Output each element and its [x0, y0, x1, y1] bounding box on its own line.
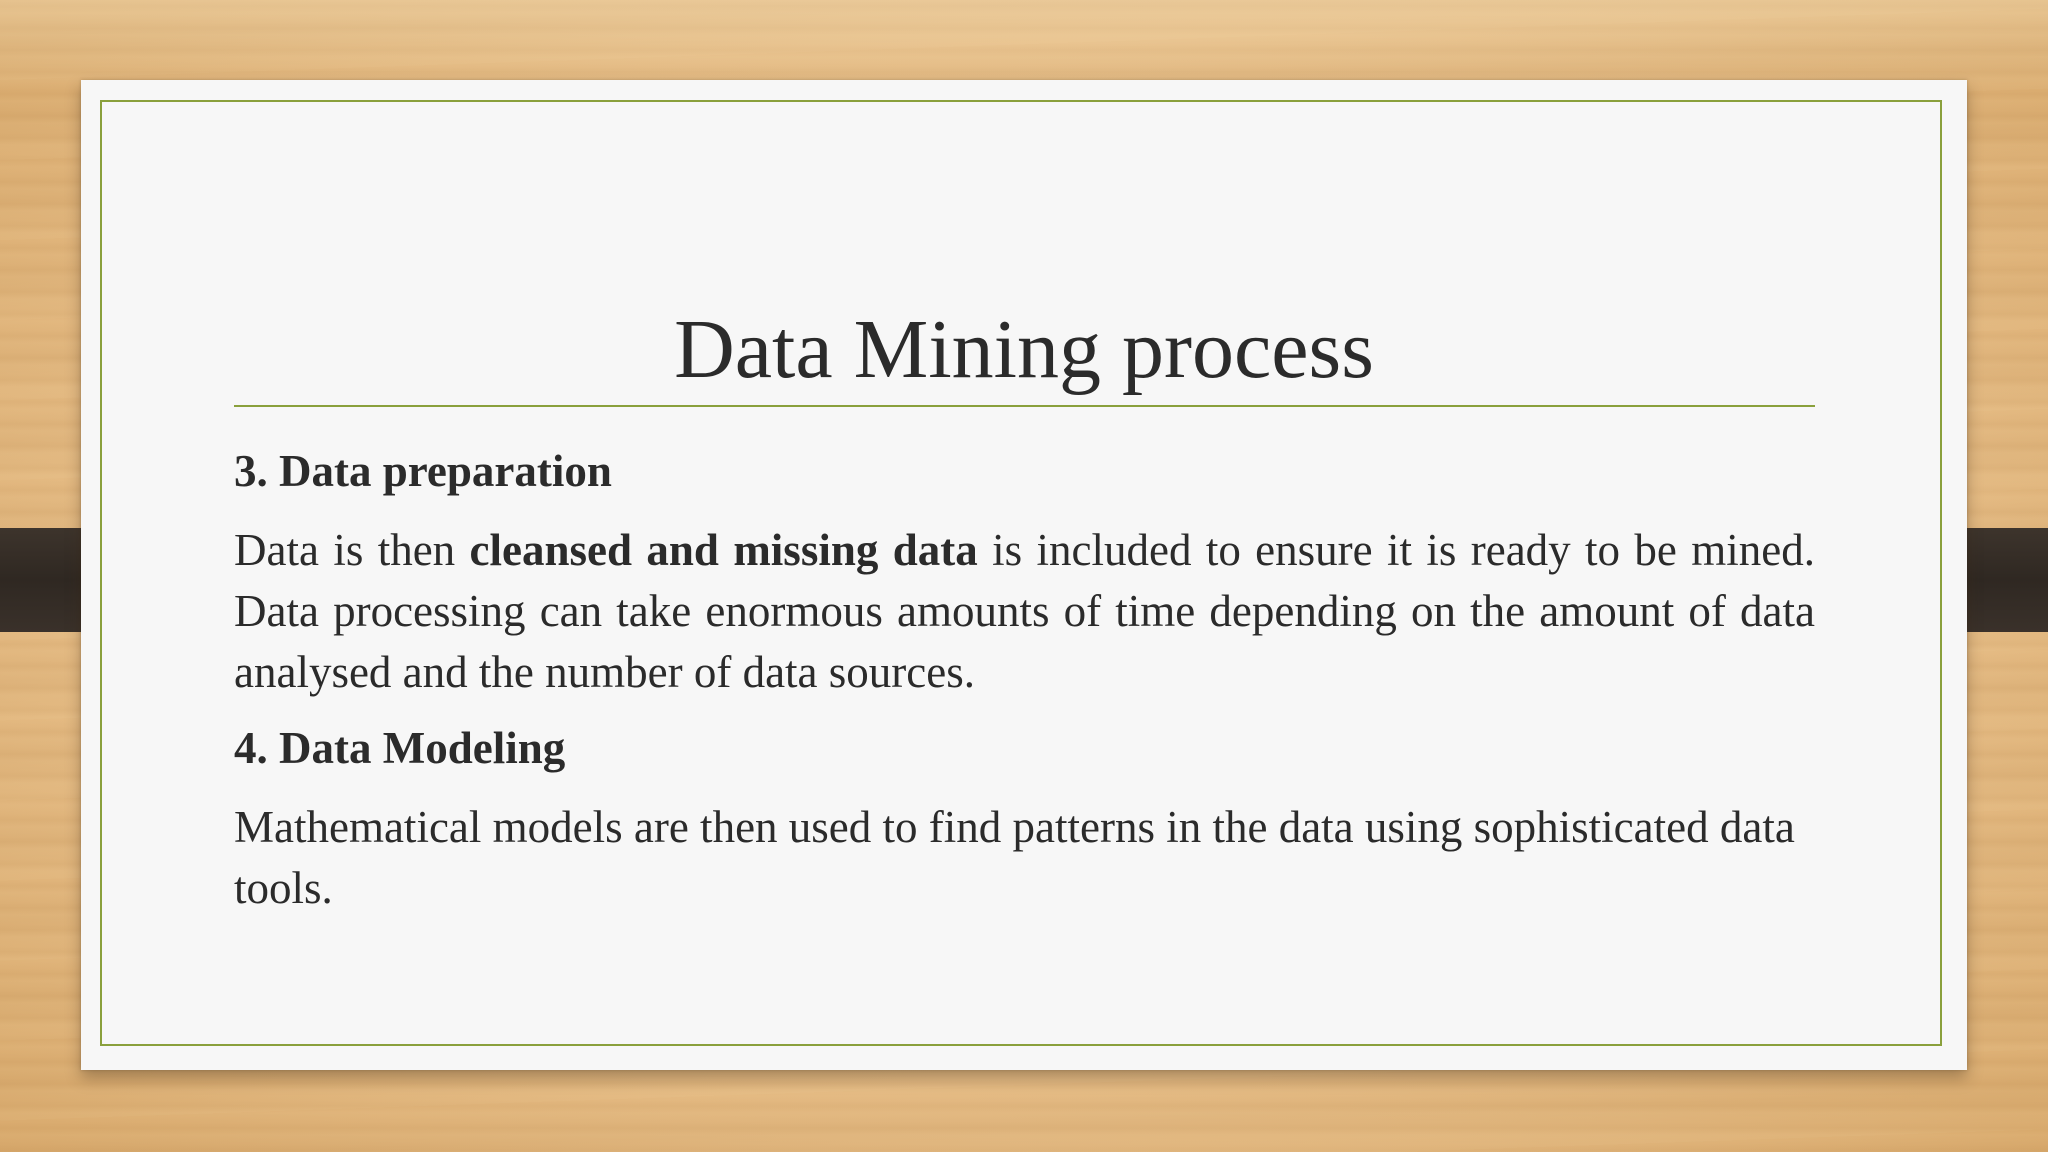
text-before-bold: Data is then — [234, 525, 470, 575]
wood-background — [0, 0, 2048, 90]
section-text-data-preparation — [234, 520, 1815, 703]
slide-paper — [81, 80, 1967, 1070]
section-heading-data-preparation: 3. Data preparation — [234, 446, 612, 496]
section-text-data-modeling: Mathematical models are then used to find patterns in the data using sophisticated data tools. — [234, 802, 1795, 913]
bold-phrase: cleansed and missing data — [469, 525, 978, 575]
text-after-bold: is included to ensure it is ready to be mined. Data processing can take enormous amounts of time depending on the amount of data analysed and the number of data sources. — [234, 525, 1815, 697]
title-divider — [234, 405, 1815, 407]
section-heading-data-modeling: 4. Data Modeling — [234, 723, 566, 773]
slide-body — [234, 440, 1815, 933]
slide-title: Data Mining process — [674, 303, 1374, 396]
